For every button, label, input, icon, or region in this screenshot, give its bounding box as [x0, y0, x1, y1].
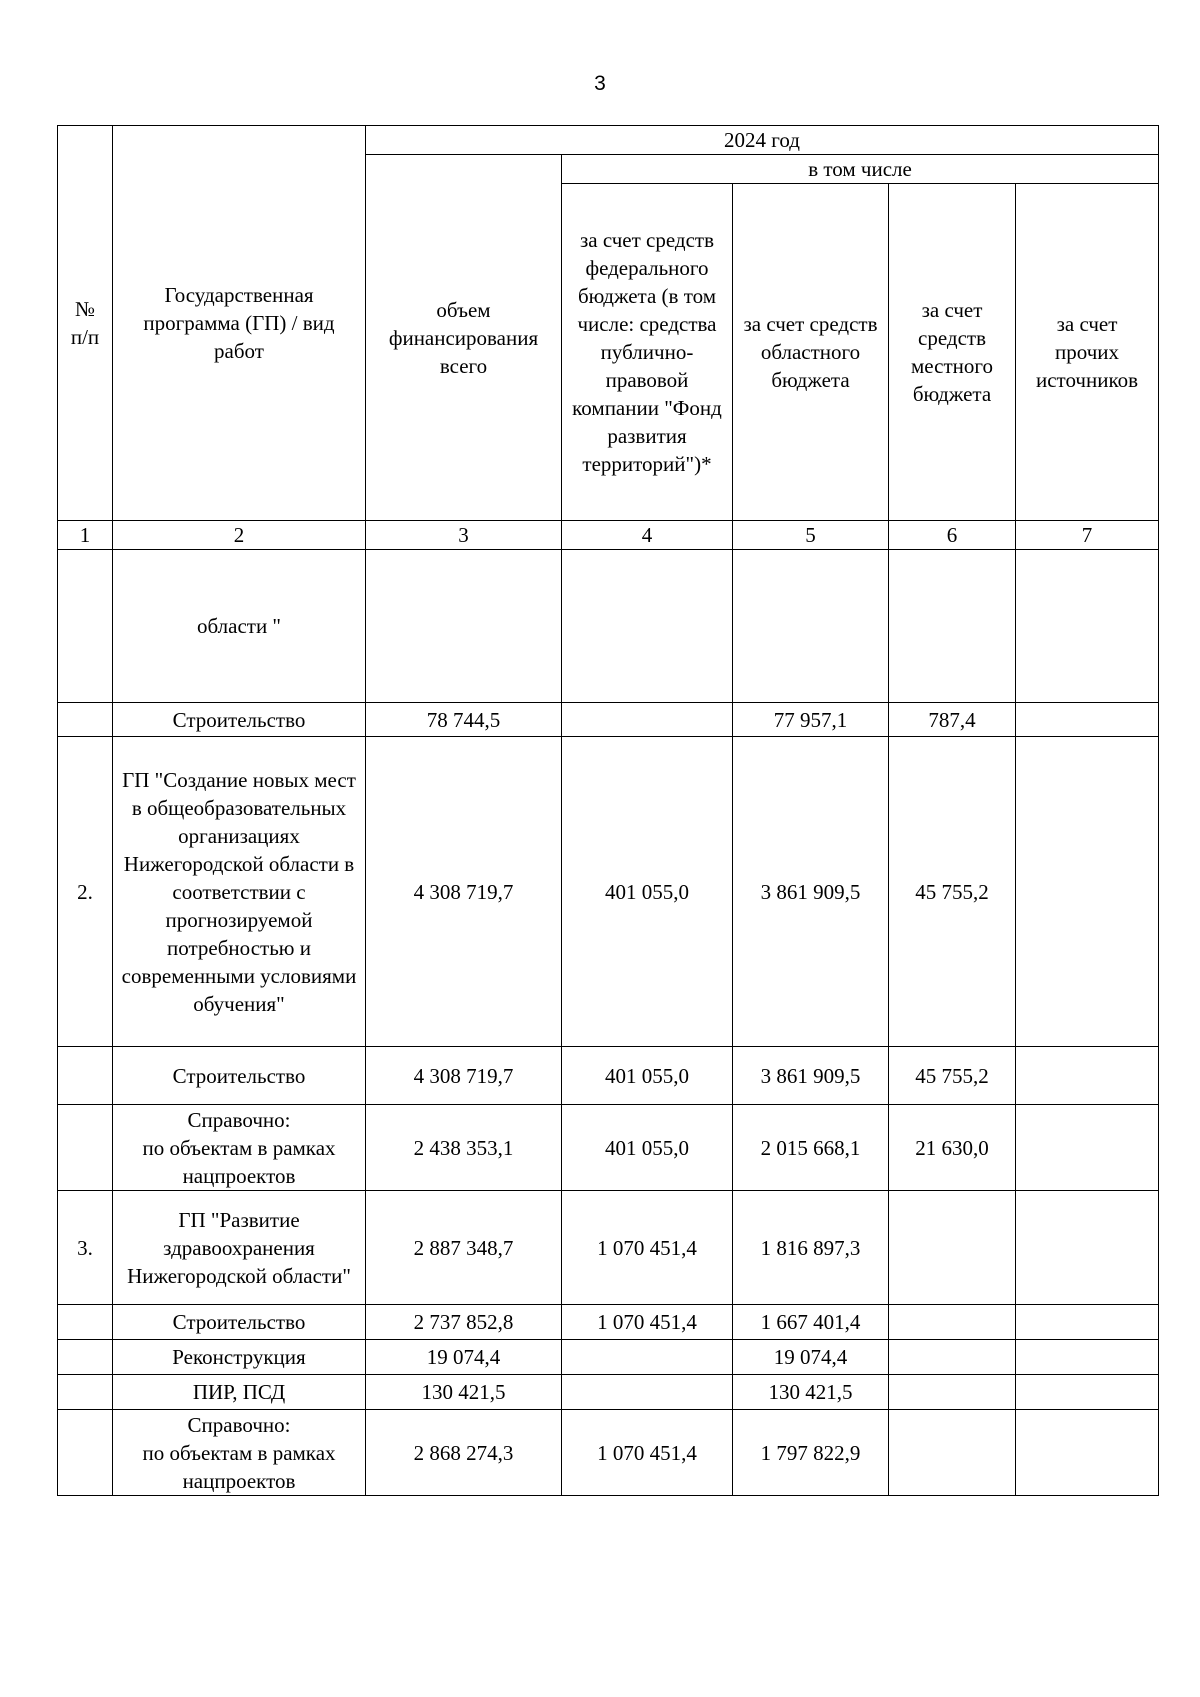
row-other — [1016, 1191, 1159, 1305]
table-row — [58, 1375, 1159, 1410]
header-other: за счет прочих источников — [1016, 184, 1159, 521]
row-name: Справочно: по объектам в рамках нацпроектов — [113, 1105, 366, 1191]
row-total: 4 308 719,7 — [366, 737, 562, 1047]
row-num — [58, 1305, 113, 1340]
table-row — [58, 550, 1159, 703]
row-total: 78 744,5 — [366, 703, 562, 737]
table-row — [58, 1410, 1159, 1496]
row-federal: 1 070 451,4 — [562, 1191, 733, 1305]
row-name: ГП "Развитие здравоохранения Нижегородской области" — [113, 1191, 366, 1305]
row-regional: 3 861 909,5 — [733, 737, 889, 1047]
table-row — [58, 1047, 1159, 1105]
row-total: 19 074,4 — [366, 1340, 562, 1375]
table-row — [58, 1105, 1159, 1191]
row-other — [1016, 737, 1159, 1047]
row-num — [58, 1047, 113, 1105]
header-program: Государственная программа (ГП) / вид работ — [113, 126, 366, 521]
row-regional: 130 421,5 — [733, 1375, 889, 1410]
row-total: 2 868 274,3 — [366, 1410, 562, 1496]
financing-table — [57, 125, 1159, 1496]
column-number: 7 — [1016, 521, 1159, 550]
row-federal: 401 055,0 — [562, 1105, 733, 1191]
row-total: 2 737 852,8 — [366, 1305, 562, 1340]
header-num: № п/п — [58, 126, 113, 521]
row-federal: 1 070 451,4 — [562, 1305, 733, 1340]
row-local — [889, 1191, 1016, 1305]
row-name: Справочно: по объектам в рамках нацпроектов — [113, 1410, 366, 1496]
row-total: 4 308 719,7 — [366, 1047, 562, 1105]
row-local — [889, 1375, 1016, 1410]
column-number: 5 — [733, 521, 889, 550]
row-local — [889, 1340, 1016, 1375]
row-total: 2 887 348,7 — [366, 1191, 562, 1305]
table-row — [58, 1191, 1159, 1305]
header-including: в том числе — [562, 155, 1159, 184]
row-regional: 1 816 897,3 — [733, 1191, 889, 1305]
row-regional: 1 667 401,4 — [733, 1305, 889, 1340]
header-total: объем финансирования всего — [366, 155, 562, 521]
row-num: 2. — [58, 737, 113, 1047]
row-num — [58, 550, 113, 703]
header-row-year — [58, 126, 1159, 155]
row-federal — [562, 1375, 733, 1410]
header-regional: за счет средств областного бюджета — [733, 184, 889, 521]
column-number: 1 — [58, 521, 113, 550]
row-federal: 401 055,0 — [562, 1047, 733, 1105]
page-number: 3 — [594, 72, 606, 95]
row-local — [889, 550, 1016, 703]
row-name: Строительство — [113, 703, 366, 737]
row-other — [1016, 1047, 1159, 1105]
row-local: 45 755,2 — [889, 737, 1016, 1047]
row-num: 3. — [58, 1191, 113, 1305]
row-regional: 2 015 668,1 — [733, 1105, 889, 1191]
table-row — [58, 1340, 1159, 1375]
header-federal: за счет средств федерального бюджета (в том числе: средства публично-правовой компании "Фонд развития территорий")* — [562, 184, 733, 521]
row-num — [58, 703, 113, 737]
row-name: Строительство — [113, 1047, 366, 1105]
row-local — [889, 1410, 1016, 1496]
row-name: Строительство — [113, 1305, 366, 1340]
row-num — [58, 1375, 113, 1410]
column-number: 4 — [562, 521, 733, 550]
table-row — [58, 1305, 1159, 1340]
row-federal — [562, 703, 733, 737]
row-name: ПИР, ПСД — [113, 1375, 366, 1410]
row-other — [1016, 1340, 1159, 1375]
row-num — [58, 1410, 113, 1496]
row-other — [1016, 703, 1159, 737]
row-num — [58, 1340, 113, 1375]
row-regional — [733, 550, 889, 703]
column-number: 6 — [889, 521, 1016, 550]
row-total: 130 421,5 — [366, 1375, 562, 1410]
row-name: ГП "Создание новых мест в общеобразовательных организациях Нижегородской области в соответствии с прогнозируемой потребностью и современными условиями обучения" — [113, 737, 366, 1047]
row-regional: 1 797 822,9 — [733, 1410, 889, 1496]
row-other — [1016, 1305, 1159, 1340]
row-regional: 19 074,4 — [733, 1340, 889, 1375]
column-number: 3 — [366, 521, 562, 550]
row-federal: 401 055,0 — [562, 737, 733, 1047]
row-local: 45 755,2 — [889, 1047, 1016, 1105]
table-row — [58, 737, 1159, 1047]
row-other — [1016, 1410, 1159, 1496]
row-local: 787,4 — [889, 703, 1016, 737]
table-row — [58, 703, 1159, 737]
row-other — [1016, 550, 1159, 703]
row-total — [366, 550, 562, 703]
row-other — [1016, 1105, 1159, 1191]
row-other — [1016, 1375, 1159, 1410]
row-local: 21 630,0 — [889, 1105, 1016, 1191]
column-number-row — [58, 521, 1159, 550]
row-federal — [562, 550, 733, 703]
header-year: 2024 год — [366, 126, 1159, 155]
row-name: Реконструкция — [113, 1340, 366, 1375]
row-regional: 77 957,1 — [733, 703, 889, 737]
row-local — [889, 1305, 1016, 1340]
row-num — [58, 1105, 113, 1191]
row-total: 2 438 353,1 — [366, 1105, 562, 1191]
row-name: области " — [113, 550, 366, 703]
row-federal — [562, 1340, 733, 1375]
row-regional: 3 861 909,5 — [733, 1047, 889, 1105]
header-local: за счет средств местного бюджета — [889, 184, 1016, 521]
column-number: 2 — [113, 521, 366, 550]
row-federal: 1 070 451,4 — [562, 1410, 733, 1496]
